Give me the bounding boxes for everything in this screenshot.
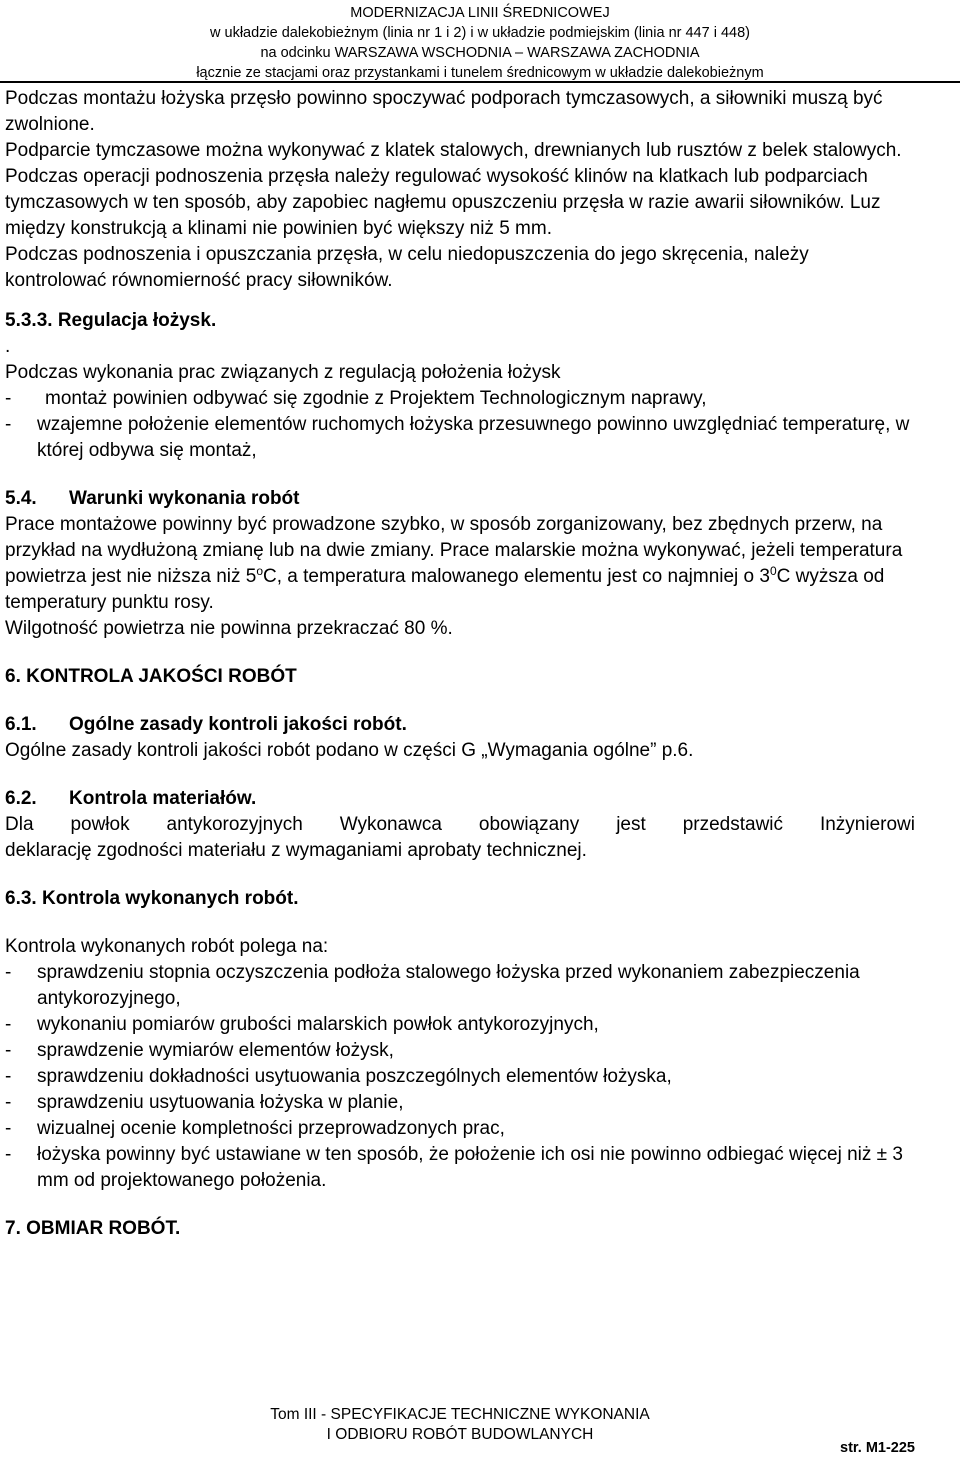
header-line-2: w układzie dalekobieżnym (linia nr 1 i 2) i w układzie podmiejskim (linia nr 447 i 448) (210, 25, 750, 41)
paragraph: Podczas montażu łożyska przęsło powinno spoczywać podporach tymczasowych, a siłowniki muszą być zwolnione. (5, 88, 883, 135)
list-item: - wizualnej ocenie kompletności przeprowadzonych prac, (5, 1118, 505, 1139)
paragraph-continued: deklarację zgodności materiału z wymaganiami aprobaty technicznej. (5, 840, 587, 861)
section-heading-6-1: 6.1. Ogólne zasady kontroli jakości robót. (5, 714, 407, 735)
list-item: - wykonaniu pomiarów grubości malarskich powłok antykorozyjnych, (5, 1014, 599, 1035)
section-heading-7: 7. OBMIAR ROBÓT. (5, 1218, 181, 1239)
paragraph: Podparcie tymczasowe można wykonywać z klatek stalowych, drewnianych lub rusztów z belek stalowych. (5, 140, 902, 161)
paragraph: Podczas podnoszenia i opuszczania przęsła, w celu niedopuszczenia do jego skręcenia, należy kontrolować równomierność pracy siłowników. (5, 244, 809, 291)
section-heading-5-3-3: 5.3.3. Regulacja łożysk. (5, 310, 217, 331)
paragraph: Wilgotność powietrza nie powinna przekraczać 80 %. (5, 618, 453, 639)
paragraph: Dla powłok antykorozyjnych Wykonawca obowiązany jest przedstawić Inżynierowi (5, 814, 915, 835)
section-heading-6-3: 6.3. Kontrola wykonanych robót. (5, 888, 299, 909)
document-body (5, 86, 915, 1242)
page-number: str. M1-225 (840, 1440, 915, 1456)
header-divider (0, 81, 960, 83)
section-heading-5-4: 5.4. Warunki wykonania robót (5, 488, 300, 509)
section-heading-6-2: 6.2. Kontrola materiałów. (5, 788, 257, 809)
paragraph: Prace montażowe powinny być prowadzone szybko, w sposób zorganizowany, bez zbędnych przerw, na przykład na wydłużoną zmianę lub na dwie zmiany. Prace malarskie można wykonywać, jeżeli temperatura powietrza jest nie niższa niż 5$^o$C, a temperatura malowanego elementu jest co najmniej o $3^0C$ wyższa od temperatury punktu rosy. (5, 514, 903, 613)
header-line-4: łącznie ze stacjami oraz przystankami i tunelem średnicowym w układzie dalekobieżnym (196, 65, 764, 81)
list-item: - sprawdzenie wymiarów elementów łożysk, (5, 1040, 394, 1061)
list-item: - montaż powinien odbywać się zgodnie z Projektem Technologicznym naprawy, (5, 388, 707, 409)
section-heading-6: 6. KONTROLA JAKOŚCI ROBÓT (5, 666, 297, 687)
stray-dot: . (5, 336, 11, 357)
paragraph: Ogólne zasady kontroli jakości robót podano w części G „Wymagania ogólne” p.6. (5, 740, 694, 761)
footer-line-2: I ODBIORU ROBÓT BUDOWLANYCH (326, 1426, 594, 1443)
footer-line-1: Tom III - SPECYFIKACJE TECHNICZNE WYKONANIA (270, 1406, 650, 1423)
list-item: - łożyska powinny być ustawiane w ten sposób, że położenie ich osi nie powinno odbiegać więcej niż ± 3 mm od projektowanego położenia. (5, 1144, 903, 1191)
paragraph: Kontrola wykonanych robót polega na: (5, 936, 329, 957)
list-item: - wzajemne położenie elementów ruchomych łożyska przesuwnego powinno uwzględniać temperaturę, w której odbywa się montaż, (5, 414, 910, 461)
paragraph: Podczas wykonania prac związanych z regulacją położenia łożysk (5, 362, 561, 383)
paragraph: Podczas operacji podnoszenia przęsła należy regulować wysokość klinów na klatkach lub podparciach tymczasowych w ten sposób, aby zapobiec nagłemu opuszczeniu przęsła w razie awarii siłowników. Luz między konstrukcją a klinami nie powinien być większy niż 5 mm. (5, 166, 881, 239)
list-item: - sprawdzeniu dokładności usytuowania poszczególnych elementów łożyska, (5, 1066, 672, 1087)
header-line-3: na odcinku WARSZAWA WSCHODNIA – WARSZAWA ZACHODNIA (260, 45, 700, 61)
header-title: MODERNIZACJA LINII ŚREDNICOWEJ (350, 5, 610, 21)
list-item: - sprawdzeniu stopnia oczyszczenia podłoża stalowego łożyska przed wykonaniem zabezpieczenia antykorozyjnego, (5, 962, 860, 1009)
list-item: - sprawdzeniu usytuowania łożyska w planie, (5, 1092, 404, 1113)
